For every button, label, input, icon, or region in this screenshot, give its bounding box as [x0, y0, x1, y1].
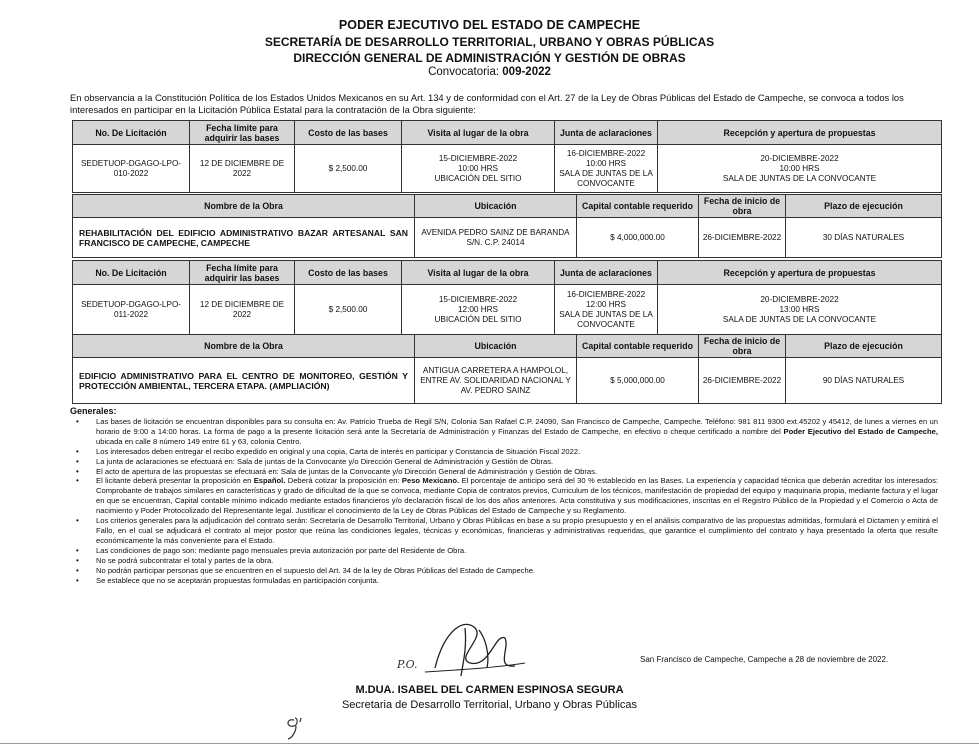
recepcion-fecha: 20-DICIEMBRE-2022	[760, 153, 839, 163]
licitacion-junta	[555, 145, 658, 193]
junta-fecha: 16-DICIEMBRE-2022	[566, 289, 646, 299]
list-item-text: Las bases de licitación se encuentran disponibles para su consulta en: Av. Patricio Trueba de Regil S/N, Colonia San Rafael C.P. 24090, San Francisco de Campeche, Campeche. Teléfono: 981 811 9300 ext.45202 y 45412, de lunes a viernes en un horario de 9:00 a 14:00 horas. La forma de pago a la presente licitación será ante la Secretaría de Administración y Finanzas del Estado de Campeche, en efectivo o cheque certificado a nombre del	[96, 417, 938, 436]
licitacion-junta	[555, 285, 658, 335]
obra-plazo: 30 DÍAS NATURALES	[786, 218, 942, 258]
col-licitacion: No. De Licitación	[73, 121, 190, 145]
visita-fecha: 15-DICIEMBRE-2022	[438, 294, 518, 304]
recepcion-lugar: SALA DE JUNTAS DE LA CONVOCANTE	[722, 173, 877, 183]
convocatoria	[0, 66, 979, 78]
list-item: • Se establece que no se aceptarán propuestas formuladas en participación conjunta.	[96, 576, 938, 586]
licitacion-numero: SEDETUOP-DGAGO-LPO-010-2022	[73, 145, 190, 193]
header-line-1: PODER EJECUTIVO DEL ESTADO DE CAMPECHE	[338, 18, 641, 32]
obra-table-2	[72, 334, 942, 404]
list-item-bold: Peso Mexicano.	[401, 476, 460, 486]
visita-fecha: 15-DICIEMBRE-2022	[438, 153, 518, 163]
list-item-bold: Poder Ejecutivo del Estado de Campeche,	[783, 426, 939, 436]
col-fecha-inicio: Fecha de inicio de obra	[699, 335, 786, 358]
recepcion-lugar: SALA DE JUNTAS DE LA CONVOCANTE	[722, 314, 877, 324]
obra-nombre: REHABILITACIÓN DEL EDIFICIO ADMINISTRATIVO BAZAR ARTESANAL SAN FRANCISCO DE CAMPECHE, CAMPECHE	[73, 218, 415, 258]
list-item-text: Deberá cotizar la proposición en:	[285, 476, 402, 486]
list-item: • No se podrá subcontratar el total y partes de la obra.	[96, 556, 938, 566]
list-item: • Las condiciones de pago son: mediante pago mensuales previa autorización por parte del Residente de Obra.	[96, 546, 938, 556]
junta-hora: 12:00 HRS	[585, 299, 627, 309]
junta-lugar: SALA DE JUNTAS DE LA CONVOCANTE	[559, 309, 653, 329]
obra-fecha-inicio: 26-DICIEMBRE-2022	[699, 218, 786, 258]
licitacion-recepcion	[658, 285, 942, 335]
col-capital: Capital contable requerido	[577, 195, 699, 218]
licitacion-table-2	[72, 260, 942, 335]
col-recepcion: Recepción y apertura de propuestas	[658, 261, 942, 285]
list-item: • No podrán participar personas que se encuentren en el supuesto del Art. 34 de la ley de Obras Públicas del Estado de Campeche.	[96, 566, 938, 576]
licitacion-table-1	[72, 120, 942, 193]
col-fecha-limite: Fecha límite para adquirir las bases	[190, 261, 295, 285]
obra-nombre: EDIFICIO ADMINISTRATIVO PARA EL CENTRO DE MONITOREO, GESTIÓN Y PROTECCIÓN AMBIENTAL, TERCERA ETAPA. (AMPLIACIÓN)	[73, 358, 415, 404]
signature	[395, 608, 535, 688]
visita-hora: 12:00 HRS	[457, 304, 499, 314]
list-item: • Los interesados deben entregar el recibo expedido en original y una copia, Carta de interés en participar y Constancia de Situación Fiscal 2022.	[96, 447, 938, 457]
visita-lugar: UBICACIÓN DEL SITIO	[434, 314, 522, 324]
obra-ubicacion: ANTIGUA CARRETERA A HAMPOLOL, ENTRE AV. SOLIDARIDAD NACIONAL Y AV. PEDRO SAINZ	[415, 358, 577, 404]
col-costo: Costo de las bases	[295, 261, 402, 285]
licitacion-visita	[402, 145, 555, 193]
licitacion-fecha-limite: 12 DE DICIEMBRE DE 2022	[190, 145, 295, 193]
visita-hora: 10:00 HRS	[457, 163, 499, 173]
licitacion-fecha-limite: 12 DE DICIEMBRE DE 2022	[190, 285, 295, 335]
list-item	[96, 476, 938, 516]
licitacion-numero: SEDETUOP-DGAGO-LPO-011-2022	[73, 285, 190, 335]
col-capital: Capital contable requerido	[577, 335, 699, 358]
licitacion-visita	[402, 285, 555, 335]
col-plazo: Plazo de ejecución	[786, 335, 942, 358]
obra-fecha-inicio: 26-DICIEMBRE-2022	[699, 358, 786, 404]
col-nombre-obra: Nombre de la Obra	[73, 195, 415, 218]
convocatoria-number: 009-2022	[502, 66, 551, 78]
licitacion-recepcion	[658, 145, 942, 193]
intro-paragraph: En observancia a la Constitución Política de los Estados Unidos Mexicanos en su Art. 134 y de conformidad con el Art. 27 de la Ley de Obras Públicas del Estado de Campeche, se convoca a todos los interesados en participar en la Licitación Pública Estatal para la contratación de la Obra siguiente:	[70, 92, 904, 115]
recepcion-hora: 13:00 HRS	[779, 304, 820, 314]
initial-mark	[280, 712, 310, 742]
col-junta: Junta de aclaraciones	[555, 121, 658, 145]
header-line-3: DIRECCIÓN GENERAL DE ADMINISTRACIÓN Y GESTIÓN DE OBRAS	[293, 51, 686, 65]
list-item-text: ubicada en calle 8 número 149 entre 61 y 63, colonia Centro.	[96, 436, 302, 446]
col-visita: Visita al lugar de la obra	[402, 121, 555, 145]
col-ubicacion: Ubicación	[415, 195, 577, 218]
col-licitacion: No. De Licitación	[73, 261, 190, 285]
signer-title: Secretaria de Desarrollo Territorial, Urbano y Obras Públicas	[341, 699, 638, 711]
col-costo: Costo de las bases	[295, 121, 402, 145]
header-line-2: SECRETARÍA DE DESARROLLO TERRITORIAL, URBANO Y OBRAS PÚBLICAS	[264, 35, 715, 49]
recepcion-fecha: 20-DICIEMBRE-2022	[760, 294, 839, 304]
junta-hora: 10:00 HRS	[585, 158, 627, 168]
col-visita: Visita al lugar de la obra	[402, 261, 555, 285]
generales-title: Generales:	[70, 406, 117, 416]
place-date: San Francisco de Campeche, Campeche a 28 de noviembre de 2022.	[640, 655, 889, 664]
list-item: • Los criterios generales para la adjudicación del contrato serán: Secretaría de Desarrollo Territorial, Urbano y Obras Públicas en base a su propio presupuesto y en el análisis comparativo de las propuestas admitidas, formulará el Dictamen y emitirá el Fallo, en el cual se adjudicará el contrato al mejor postor que reúna las condiciones legales, técnicas y económicas, financieras y administrativas requeridas, que garantice el cumplimiento del contrato y haya presentado la oferta que resulte económicamente la más conveniente para el Estado.	[96, 516, 938, 546]
col-junta: Junta de aclaraciones	[555, 261, 658, 285]
obra-capital: $ 5,000,000.00	[577, 358, 699, 404]
obra-capital: $ 4,000,000.00	[577, 218, 699, 258]
col-ubicacion: Ubicación	[415, 335, 577, 358]
obra-table-1	[72, 194, 942, 258]
col-fecha-inicio: Fecha de inicio de obra	[699, 195, 786, 218]
visita-lugar: UBICACIÓN DEL SITIO	[434, 173, 522, 183]
page-bottom-line	[0, 743, 979, 744]
col-plazo: Plazo de ejecución	[786, 195, 942, 218]
signer-name: M.DUA. ISABEL DEL CARMEN ESPINOSA SEGURA	[355, 684, 624, 696]
signature-prefix: P.O.	[397, 658, 418, 671]
list-item	[96, 417, 938, 447]
list-item: • El acto de apertura de las propuestas se efectuará en: Sala de juntas de la Convocante y/o Dirección General de Administración y Gestión de Obras.	[96, 467, 938, 477]
generales-list	[70, 417, 938, 585]
convocatoria-label: Convocatoria:	[428, 66, 500, 78]
col-fecha-limite: Fecha límite para adquirir las bases	[190, 121, 295, 145]
obra-ubicacion: AVENIDA PEDRO SAINZ DE BARANDA S/N. C.P. 24014	[415, 218, 577, 258]
list-item-text: El porcentaje de anticipo será del 30 % establecido en las Bases. La experiencia y capacidad técnica que deberán acreditar los interesados: Comprobante de trabajos similares en características y grado de dificultad de la que se convoca, mediante Copia de contratos previos, Curriculum de los técnicos, manifestación de propiedad del equipo y maquinaria propia, mediante factura y el lugar en que se encuentran, Capital contable mínimo indicado mediante estados financieros y/o declaración fiscal de los dos años anteriores. Acta constitutiva y sus modificaciones, inscritas en el Registro Público de la Propiedad y el Comercio o Acta de nacimiento y Poder Protocolizado del Representante legal. Justificar el conocimiento de la Ley de Obras Públicas del Estado de Campeche y su Reglamento.	[96, 476, 938, 516]
col-recepcion: Recepción y apertura de propuestas	[658, 121, 942, 145]
list-item-bold: Español.	[253, 476, 286, 486]
junta-lugar: SALA DE JUNTAS DE LA CONVOCANTE	[559, 168, 653, 188]
list-item-text: El licitante deberá presentar la proposición en	[96, 476, 254, 486]
col-nombre-obra: Nombre de la Obra	[73, 335, 415, 358]
licitacion-costo: $ 2,500.00	[295, 285, 402, 335]
recepcion-hora: 10:00 HRS	[779, 163, 820, 173]
list-item: • La junta de aclaraciones se efectuará en: Sala de juntas de la Convocante y/o Dirección General de Administración y Gestión de Obras.	[96, 457, 938, 467]
junta-fecha: 16-DICIEMBRE-2022	[566, 148, 646, 158]
licitacion-costo: $ 2,500.00	[295, 145, 402, 193]
obra-plazo: 90 DÍAS NATURALES	[786, 358, 942, 404]
